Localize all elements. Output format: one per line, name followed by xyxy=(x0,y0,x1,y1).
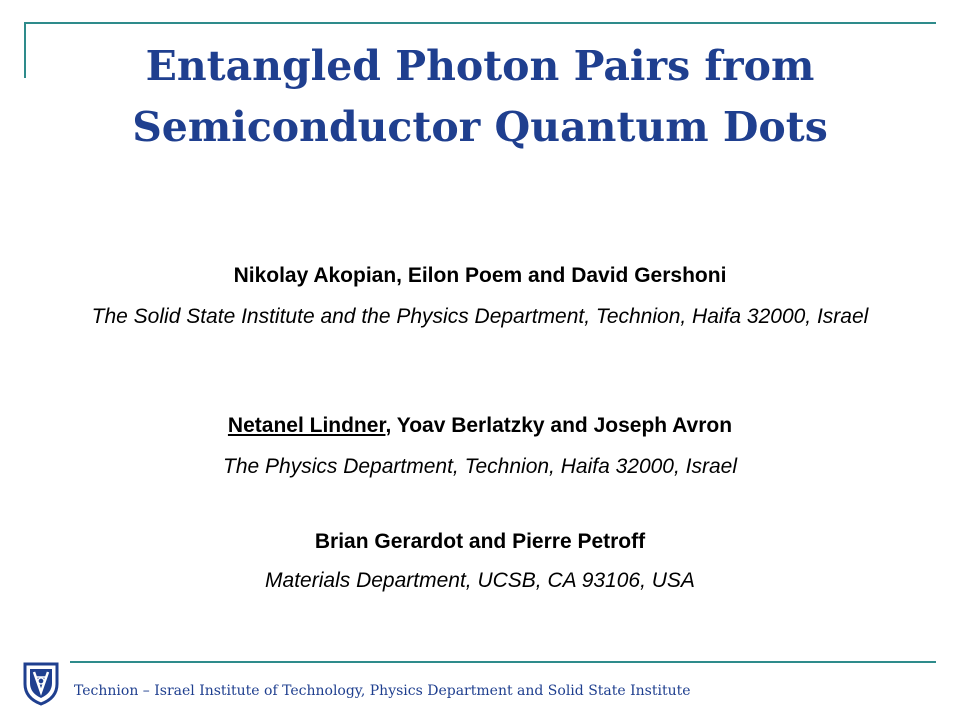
authors-group-2-rest: , Yoav Berlatzky and Joseph Avron xyxy=(385,414,733,437)
authors-group-1: Nikolay Akopian, Eilon Poem and David Gershoni xyxy=(233,264,727,287)
footer-text: Technion – Israel Institute of Technology, Physics Department and Solid State Institute xyxy=(74,683,691,699)
footer-line xyxy=(70,661,936,663)
affiliation-group-2: The Physics Department, Technion, Haifa 32000, Israel xyxy=(223,455,737,478)
authors-group-3: Brian Gerardot and Pierre Petroff xyxy=(314,530,646,553)
affiliation-group-1: The Solid State Institute and the Physics Department, Technion, Haifa 32000, Israel xyxy=(91,305,869,328)
title-line-1: Entangled Photon Pairs from xyxy=(145,42,815,90)
affiliation-group-3: Materials Department, UCSB, CA 93106, USA xyxy=(265,569,695,592)
title-line-2: Semiconductor Quantum Dots xyxy=(132,103,828,151)
presenter-name: Netanel Lindner xyxy=(227,414,386,437)
slide-title xyxy=(40,36,920,158)
technion-logo-icon xyxy=(21,660,61,706)
authors-group-2 xyxy=(0,412,960,440)
frame-top-line xyxy=(24,22,936,24)
frame-left-line xyxy=(24,22,26,78)
